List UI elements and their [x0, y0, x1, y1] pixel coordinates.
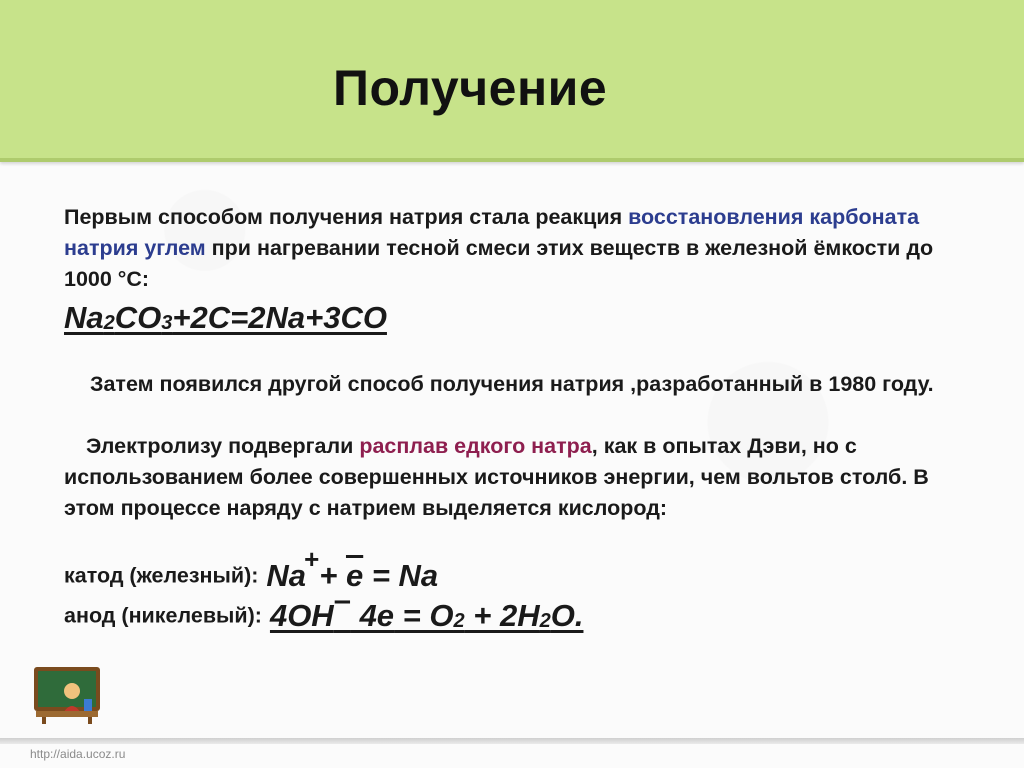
eq-part: +2C=2Na+3CO: [172, 300, 387, 335]
chalkboard-teacher-icon: [32, 665, 102, 725]
anode-label: анод (никелевый):: [64, 603, 262, 628]
cathode-label: катод (железный):: [64, 563, 259, 588]
cathode-reaction: [64, 544, 439, 594]
eq-part: 4е: [350, 598, 395, 633]
paragraph-text: Электролизу подвергали: [86, 434, 360, 458]
eq-subscript: 2: [539, 610, 551, 632]
eq-subscript: 2: [103, 312, 115, 334]
eq-superscript: –: [333, 582, 351, 617]
eq-part: + 2H: [464, 598, 540, 633]
highlight-reduction: восстановления карбоната натрия углем: [64, 205, 920, 260]
cathode-formula: [266, 544, 439, 593]
eq-subscript: 2: [453, 610, 465, 632]
anode-formula: [269, 582, 584, 633]
paragraph-text: , как в опытах Дэви, но с использованием более совершенных источников энергии, чем вольтов столб. В этом процессе наряду с натрием выделяется кислород:: [64, 434, 929, 520]
eq-subscript: 3: [161, 312, 173, 334]
equation-carbonate-reduction: [64, 298, 387, 343]
footer-url: http://aida.ucoz.ru: [30, 747, 126, 761]
anode-reaction: [64, 582, 584, 634]
eq-part: O.: [550, 598, 584, 633]
paragraph-text: Первым способом получения натрия стала реакция: [64, 205, 629, 229]
paragraph-second-method: [64, 369, 964, 400]
slide-title: Получение: [333, 60, 608, 116]
paragraph-text: Затем появился другой способ получения натрия ,разработанный в 1980 году.: [90, 372, 934, 396]
eq-part: Na: [266, 558, 307, 593]
eq-part: = Na: [363, 558, 439, 593]
highlight-molten-naoh: расплав едкого натра: [359, 434, 592, 458]
eq-part: +: [319, 558, 346, 593]
footer-divider: [0, 738, 1024, 744]
eq-superscript: +: [304, 544, 320, 574]
paragraph-electrolysis: [64, 431, 964, 524]
eq-part: CO: [114, 300, 162, 335]
paragraph-text: при нагревании тесной смеси этих веществ в железной ёмкости до 1000 °С:: [64, 236, 934, 291]
electron-symbol: е: [345, 558, 364, 593]
paragraph-first-method: [64, 202, 964, 295]
eq-part: 4OH: [269, 598, 334, 633]
eq-part: = O: [394, 598, 454, 633]
eq-part: Na: [64, 300, 104, 335]
